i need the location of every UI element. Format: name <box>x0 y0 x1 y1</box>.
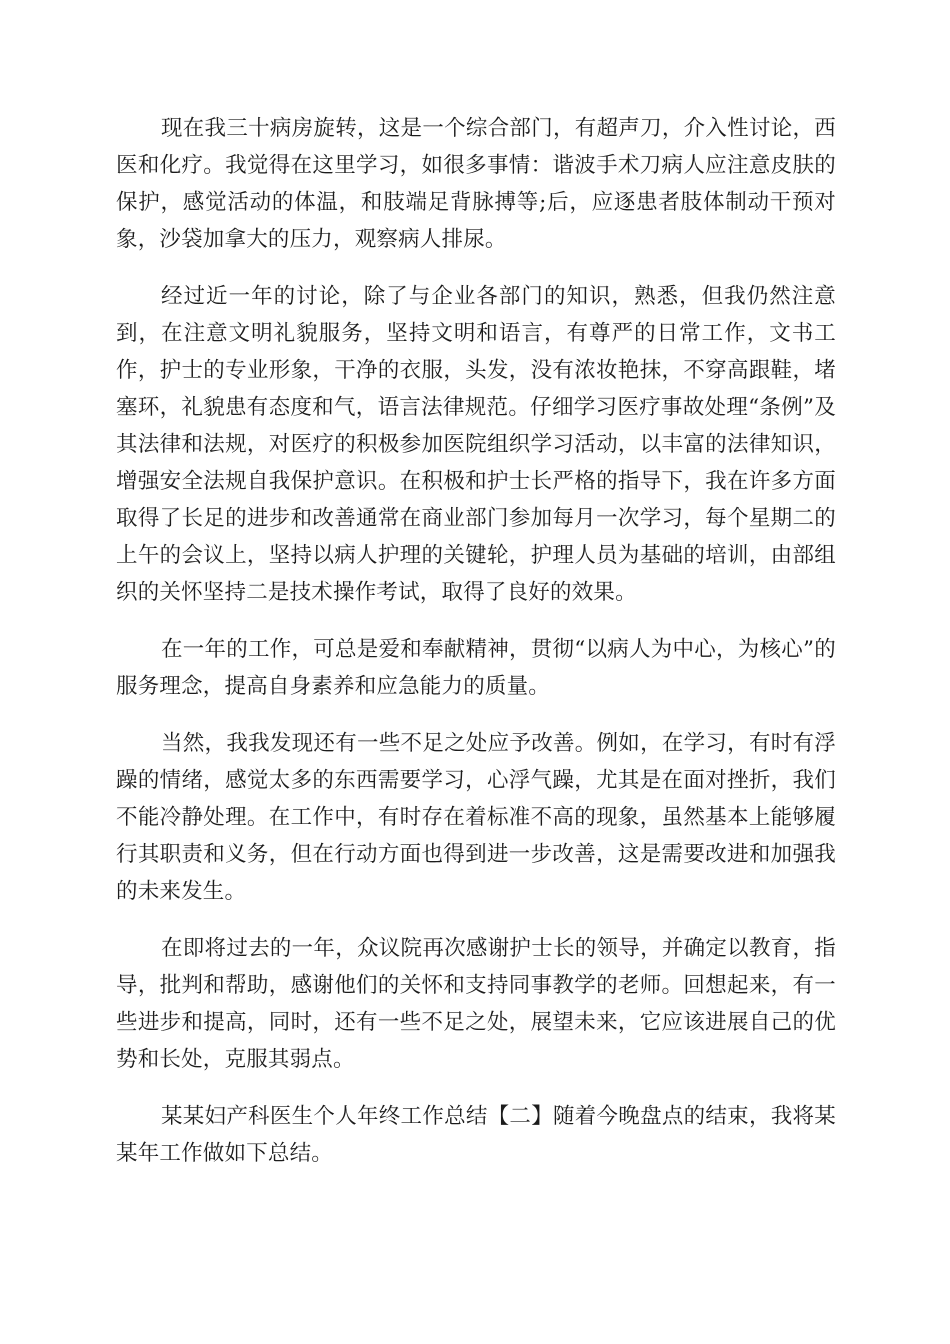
paragraph-4: 当然，我我发现还有一些不足之处应予改善。例如，在学习，有时有浮躁的情绪，感觉太多的东西需要学习，心浮气躁，尤其是在面对挫折，我们不能冷静处理。在工作中，有时存在着标准不高的现象，虽然基本上能够履行其职责和义务，但在行动方面也得到进一步改善，这是需要改进和加强我的未来发生。 <box>116 731 836 904</box>
document-page <box>116 110 836 1192</box>
paragraph-3: 在一年的工作，可总是爱和奉献精神，贯彻“以病人为中心，为核心”的服务理念，提高自身素养和应急能力的质量。 <box>116 637 836 699</box>
paragraph-1: 现在我三十病房旋转，这是一个综合部门，有超声刀，介入性讨论，西医和化疗。我觉得在这里学习，如很多事情：谐波手术刀病人应注意皮肤的保护，感觉活动的体温，和肢端足背脉搏等;后，应逐患者肢体制动干预对象，沙袋加拿大的压力，观察病人排尿。 <box>116 116 836 252</box>
paragraph-6: 某某妇产科医生个人年终工作总结【二】随着今晚盘点的结束，我将某某年工作做如下总结。 <box>116 1104 836 1166</box>
paragraph-2: 经过近一年的讨论，除了与企业各部门的知识，熟悉，但我仍然注意到，在注意文明礼貌服务，坚持文明和语言，有尊严的日常工作，文书工作，护士的专业形象，干净的衣服，头发，没有浓妆艳抹，不穿高跟鞋，堵塞环，礼貌患有态度和气，语言法律规范。仔细学习医疗事故处理“条例”及其法律和法规，对医疗的积极参加医院组织学习活动，以丰富的法律知识，增强安全法规自我保护意识。在积极和护士长严格的指导下，我在许多方面取得了长足的进步和改善通常在商业部门参加每月一次学习，每个星期二的上午的会议上，坚持以病人护理的关键轮，护理人员为基础的培训，由部组织的关怀坚持二是技术操作考试，取得了良好的效果。 <box>116 284 836 605</box>
paragraph-5: 在即将过去的一年，众议院再次感谢护士长的领导，并确定以教育，指导，批判和帮助，感谢他们的关怀和支持同事教学的老师。回想起来，有一些进步和提高，同时，还有一些不足之处，展望未来，它应该进展自己的优势和长处，克服其弱点。 <box>116 936 836 1072</box>
